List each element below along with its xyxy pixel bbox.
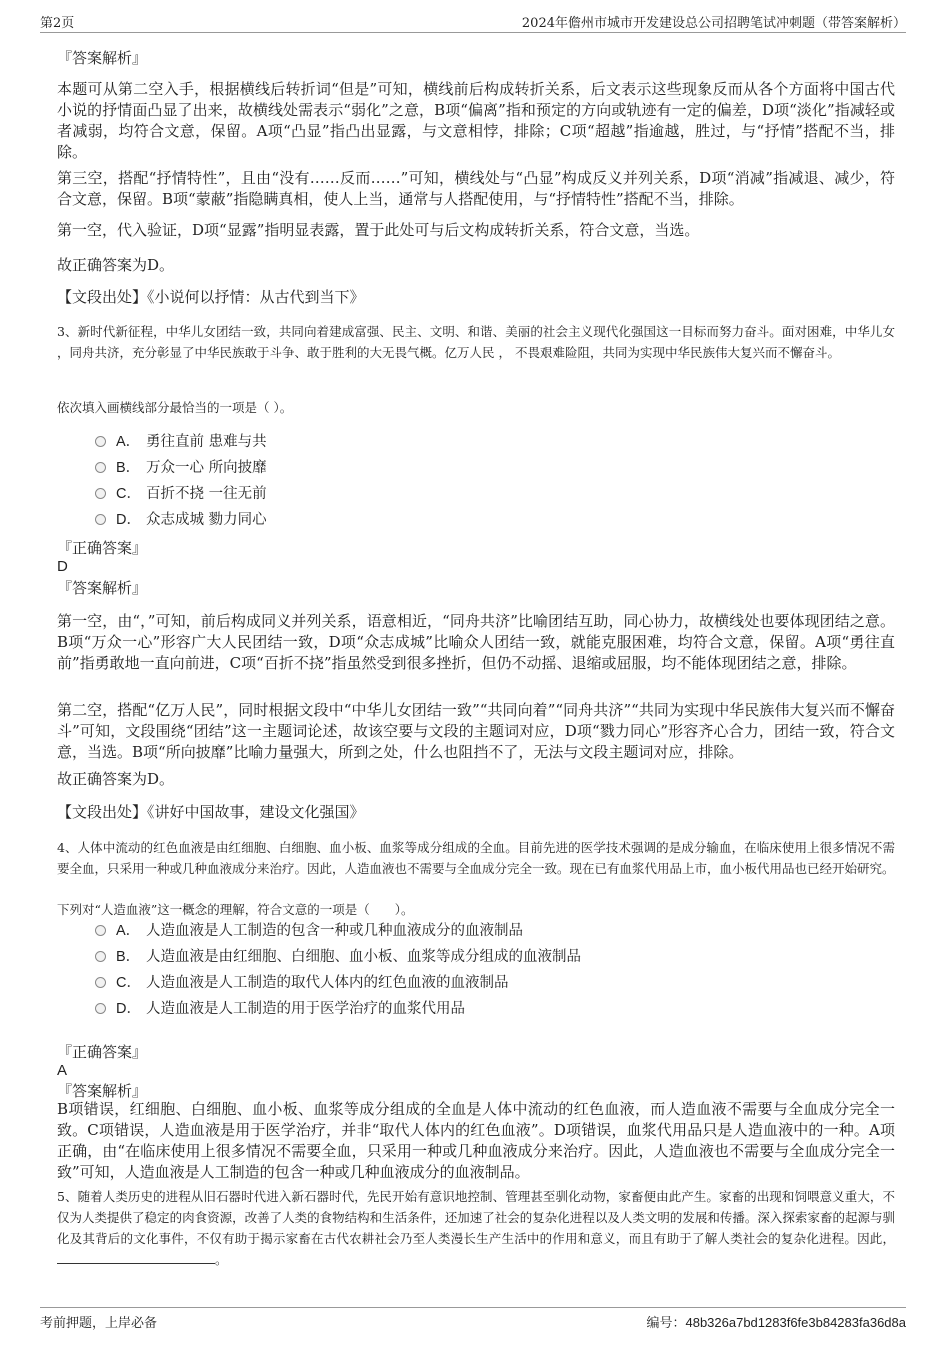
radio-button-icon[interactable] [95, 1003, 106, 1014]
q3-option-b[interactable] [95, 455, 267, 481]
q2-analysis-para-2: 第三空，搭配“抒情特性”，且由“没有……反而……”可知，横线处与“凸显”构成反义并列关系，D项“消减”指减退、减少，符合文意，保留。B项“蒙蔽”指隐瞒真相，使人上当，通常与人搭配使用，与“抒情特性”搭配不当，排除。 [57, 169, 895, 208]
q4-option-b[interactable] [95, 944, 581, 970]
option-text: 人造血液是由红细胞、白细胞、血小板、血浆等成分组成的血液制品 [146, 949, 581, 965]
q5-stem-text: 5、随着人类历史的进程从旧石器时代进入新石器时代，先民开始有意识地控制、管理甚至驯化动物，家畜便由此产生。家畜的出现和饲喂意义重大，不仅为人类提供了稳定的肉食资源，改善了人类的食物结构和生活条件，还加速了社会的复杂化进程以及人类文明的发展和传播。深入探索家畜的起源与驯化及其背后的文化事件，不仅有助于揭示家畜在古代农耕社会乃至人类漫长生产生活中的作用和意义，而且有助于了解人类社会的复杂化进程。因此， [57, 1189, 895, 1246]
q4-analysis: B项错误，红细胞、白细胞、血小板、血浆等成分组成的全血是人体中流动的红色血液，而人造血液不需要与全血成分完全一致。C项错误，人造血液是用于医学治疗，并非“取代人体内的红色血液”。D项错误，血浆代用品只是人造血液中的一种。A项正确，由“在临床使用上很多情况不需要全血，只采用一种或几种血液成分来治疗。因此，人造血液也不需要与全血成分完全一致”可知，人造血液是人工制造的包含一种或几种血液成分的血液制品。 [57, 1100, 895, 1181]
q3-analysis-label: 『答案解析』 [57, 579, 148, 597]
q2-conclusion: 故正确答案为D。 [57, 256, 175, 274]
q4-options [95, 918, 581, 1022]
q4-analysis-label: 『答案解析』 [57, 1082, 148, 1100]
q4-option-d[interactable] [95, 996, 581, 1022]
code-value: 48b326a7bd1283f6fe3b84283fa36d8a [685, 1315, 906, 1330]
q3-option-a[interactable] [95, 429, 267, 455]
q4-option-c[interactable] [95, 970, 581, 996]
radio-button-icon[interactable] [95, 462, 106, 473]
q3-options [95, 429, 267, 533]
q3-analysis-para-2: 第二空，搭配“亿万人民”，同时根据文段中“中华儿女团结一致”“共同向着”“同舟共济”“共同为实现中华民族伟大复兴而不懈奋斗”可知，文段围绕“团结”这一主题词论述，故该空要与文段的主题词对应，D项“戮力同心”形容齐心合力，团结一致，符合文意，当选。B项“所向披靡”比喻力量强大，所到之处，什么也阻挡不了，无法与文段主题词对应，排除。 [57, 701, 895, 761]
q3-analysis-para-1: 第一空，由“，”可知，前后构成同义并列关系，语意相近，“同舟共济”比喻团结互助，同心协力，故横线处也要体现团结之意。B项“万众一心”形容广大人民团结一致，D项“众志成城”比喻众人团结一致，就能克服困难，均符合文意，保留。A项“勇往直前”指勇敢地一直向前进，C项“百折不挠”指虽然受到很多挫折，但仍不动摇、退缩或屈服，均不能体现团结之意，排除。 [57, 612, 895, 672]
option-text: 百折不挠 一往无前 [146, 486, 267, 502]
q3-conclusion: 故正确答案为D。 [57, 770, 175, 788]
option-text: 万众一心 所向披靡 [146, 460, 267, 476]
q4-correct-label: 『正确答案』 [57, 1043, 148, 1061]
q3-source: 【文段出处】《讲好中国故事，建设文化强国》 [57, 803, 365, 821]
q2-analysis-para-3: 第一空，代入验证，D项“显露”指明显表露，置于此处可与后文构成转折关系，符合文意，当选。 [57, 221, 700, 239]
q4-option-a[interactable] [95, 918, 581, 944]
page-number: 第2页 [40, 16, 75, 31]
option-text: 众志成城 勠力同心 [146, 512, 267, 528]
radio-button-icon[interactable] [95, 977, 106, 988]
footer-slogan: 考前押题，上岸必备 [40, 1316, 158, 1331]
radio-button-icon[interactable] [95, 925, 106, 936]
page-header [40, 12, 906, 32]
q3-option-d[interactable] [95, 507, 267, 533]
q3-prompt: 依次填入画横线部分最恰当的一项是（ ）。 [57, 400, 293, 415]
q3-stem: 3、新时代新征程，中华儿女团结一致，共同向着建成富强、民主、文明、和谐、美丽的社会主义现代化强国这一目标而努力奋斗。面对困难，中华儿女 ，同舟共济，充分彰显了中华民族敢于斗争、敢于胜利的大无畏气概。亿万人民 ， 不畏艰难险阻，共同为实现中华民族伟大复兴而不懈奋斗。 [57, 324, 895, 360]
q4-prompt: 下列对“人造血液”这一概念的理解，符合文意的一项是（ ）。 [57, 902, 414, 917]
option-letter: B． [116, 460, 141, 476]
option-letter: D． [116, 1001, 141, 1017]
q3-option-c[interactable] [95, 481, 267, 507]
footer-divider [40, 1307, 906, 1308]
radio-button-icon[interactable] [95, 488, 106, 499]
option-text: 人造血液是人工制造的用于医学治疗的血浆代用品 [146, 1001, 465, 1017]
option-text: 人造血液是人工制造的取代人体内的红色血液的血液制品 [146, 975, 509, 991]
q5-answer-blank[interactable] [57, 1249, 215, 1264]
option-letter: B． [116, 949, 141, 965]
header-divider [40, 32, 906, 33]
q2-source: 【文段出处】《小说何以抒情：从古代到当下》 [57, 288, 365, 306]
option-text: 人造血液是人工制造的包含一种或几种血液成分的血液制品 [146, 923, 523, 939]
document-code [646, 1312, 906, 1331]
code-label: 编号： [646, 1316, 686, 1331]
q2-analysis-para-1: 本题可从第二空入手，根据横线后转折词“但是”可知，横线前后构成转折关系，后文表示这些现象反而从各个方面将中国古代小说的抒情面凸显了出来，故横线处需表示“弱化”之意，B项“偏离”指和预定的方向或轨迹有一定的偏差，D项“淡化”指减轻或者减弱，均符合文意，保留。A项“凸显”指凸出显露，与文意相悖，排除；C项“超越”指逾越，胜过，与“抒情”搭配不当，排除。 [57, 80, 895, 161]
q5-stem-end: 。 [215, 1252, 228, 1267]
option-text: 勇往直前 患难与共 [146, 434, 267, 450]
option-letter: A． [116, 434, 141, 450]
radio-button-icon[interactable] [95, 951, 106, 962]
q5-stem [57, 1186, 895, 1270]
q4-correct-answer: A [57, 1062, 68, 1079]
document-title: 2024年儋州市城市开发建设总公司招聘笔试冲刺题（带答案解析） [521, 16, 906, 31]
option-letter: C． [116, 975, 141, 991]
option-letter: C． [116, 486, 141, 502]
radio-button-icon[interactable] [95, 436, 106, 447]
option-letter: D． [116, 512, 141, 528]
q3-correct-label: 『正确答案』 [57, 539, 148, 557]
q2-analysis-label: 『答案解析』 [57, 49, 148, 67]
q4-stem: 4、人体中流动的红色血液是由红细胞、白细胞、血小板、血浆等成分组成的全血。目前先进的医学技术强调的是成分输血，在临床使用上很多情况不需要全血，只采用一种或几种血液成分来治疗。因此，人造血液也不需要与全血成分完全一致。现在已有血浆代用品上市，血小板代用品也已经开始研究。 [57, 840, 895, 876]
option-letter: A． [116, 923, 141, 939]
q3-correct-answer: D [57, 558, 68, 575]
radio-button-icon[interactable] [95, 514, 106, 525]
